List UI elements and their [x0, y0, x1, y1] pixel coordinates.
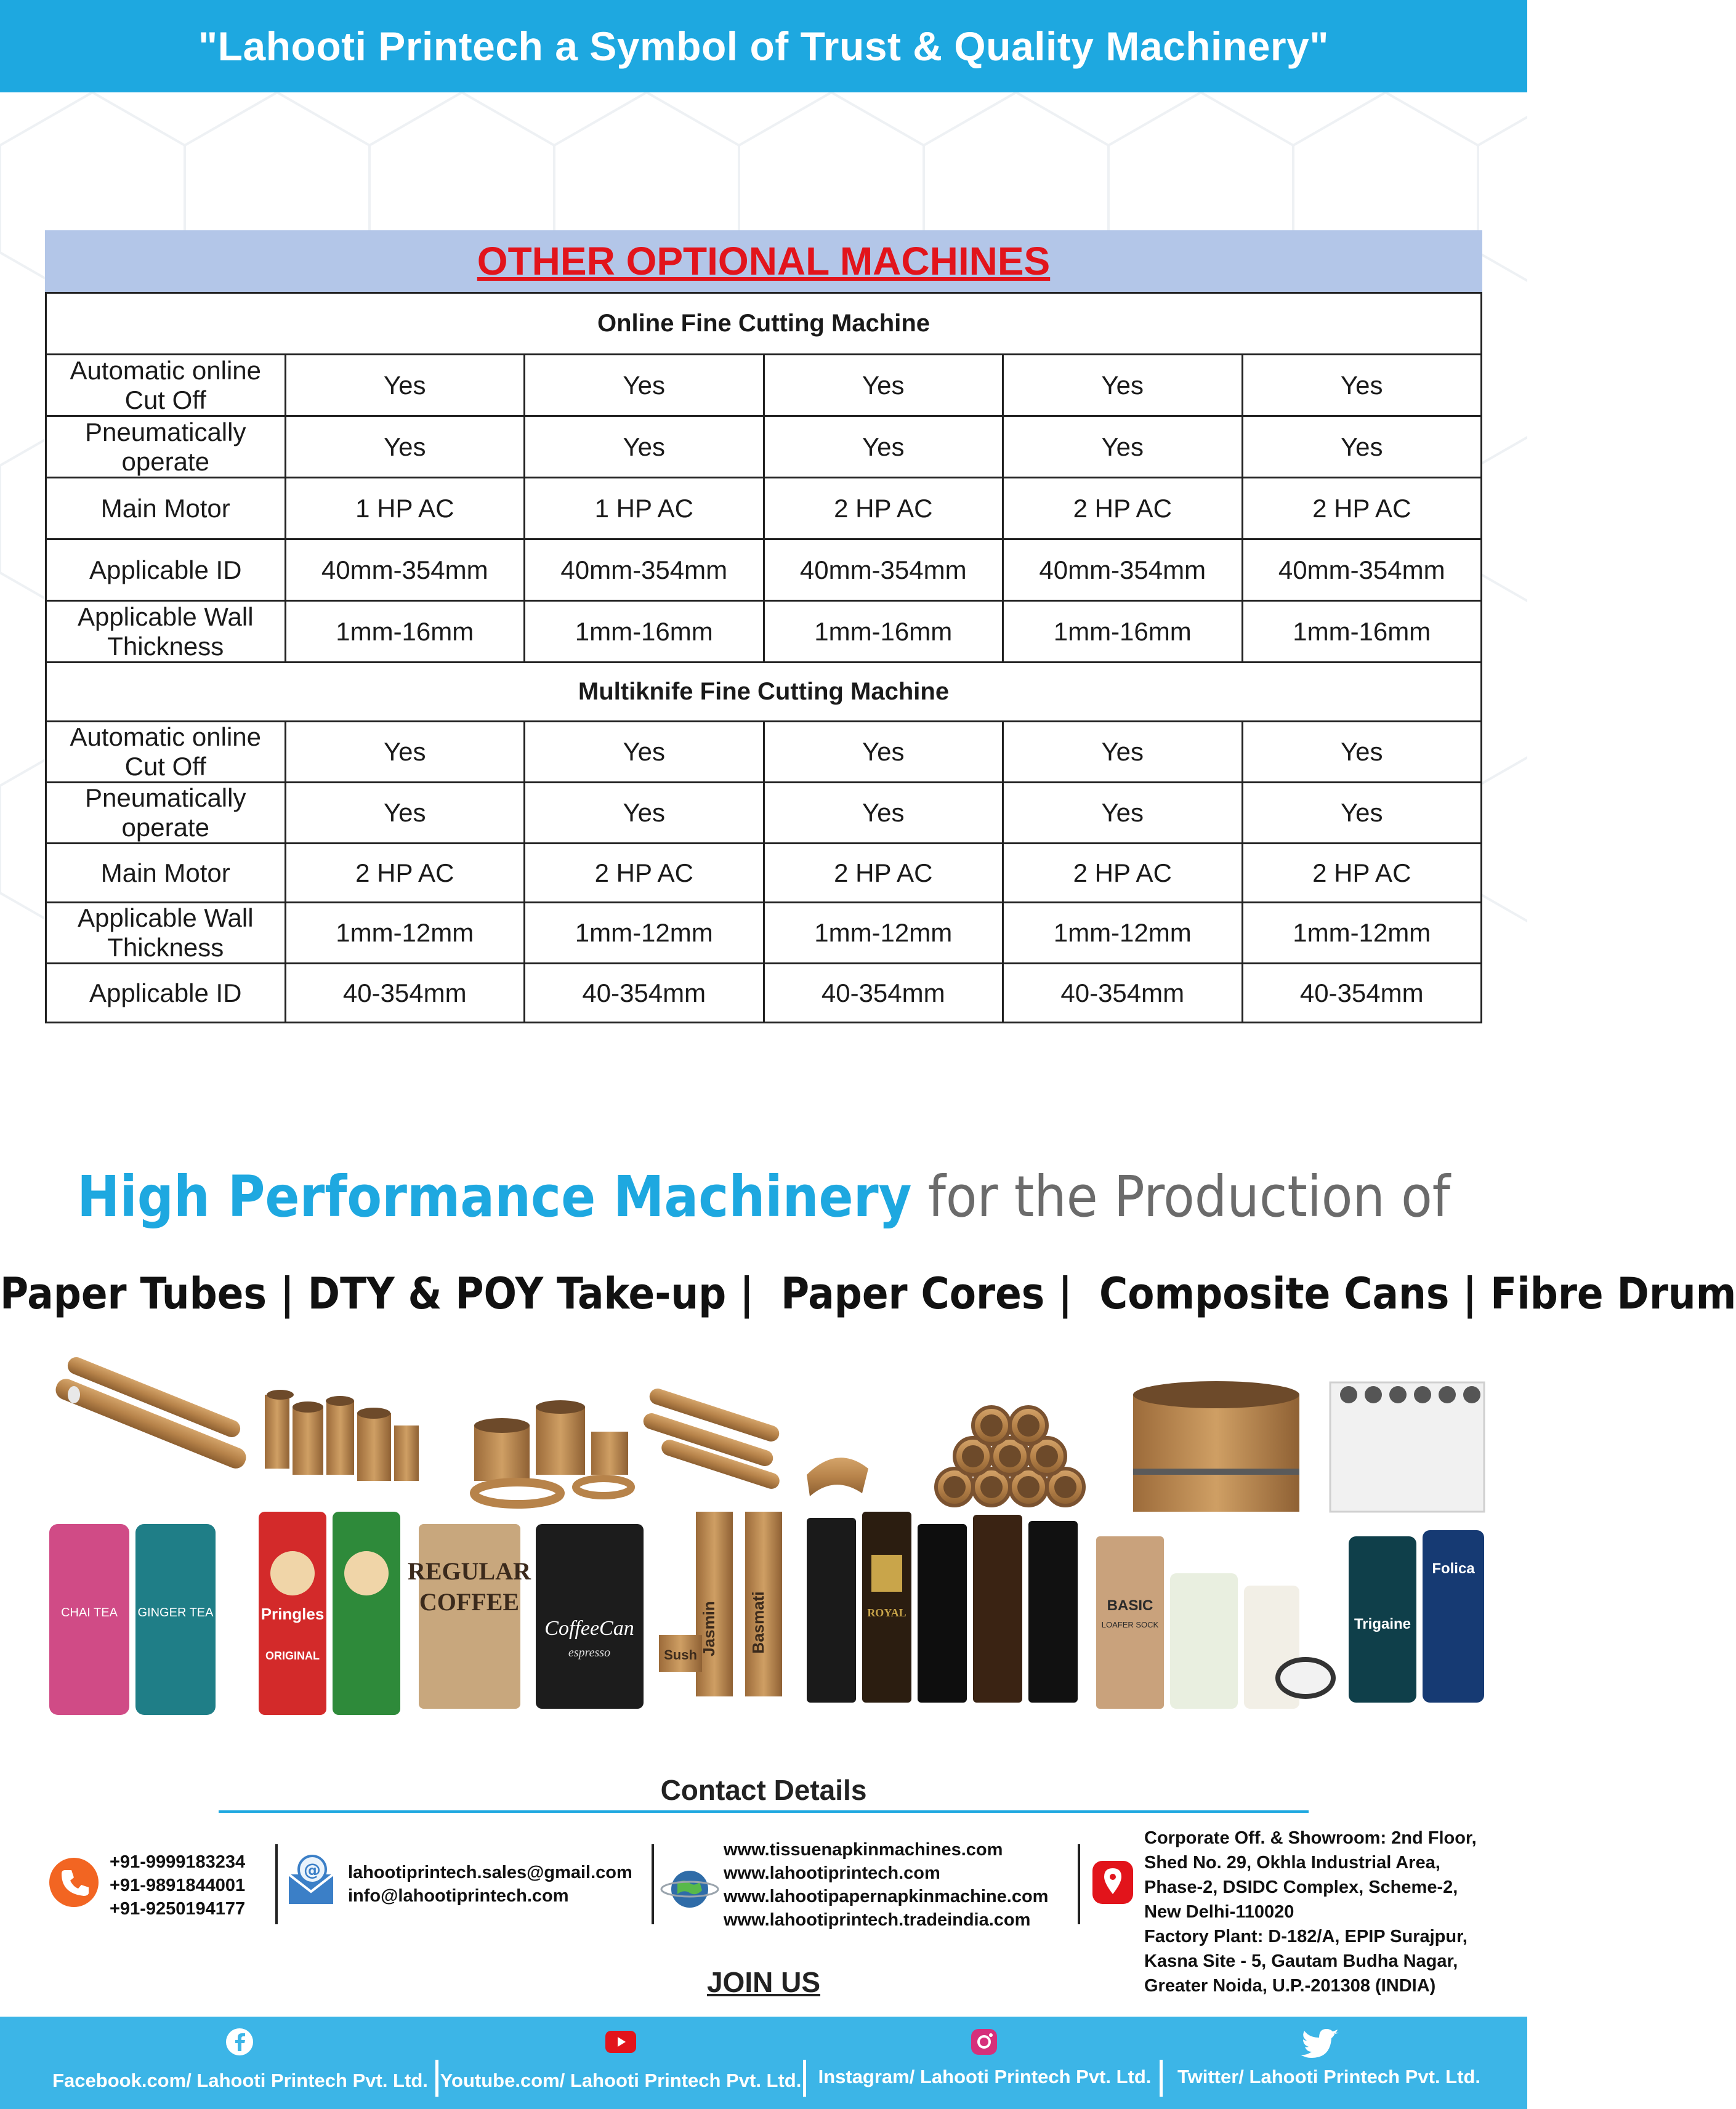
- liquor-cans-image: [807, 1512, 1078, 1703]
- sushi-label: Sush: [664, 1647, 697, 1663]
- header-tagline-bar: [0, 0, 1527, 92]
- table-cell: Yes: [764, 416, 1003, 478]
- table-cell: 40-354mm: [764, 964, 1003, 1023]
- section-title: Multiknife Fine Cutting Machine: [46, 663, 1482, 722]
- table-cell: Yes: [764, 722, 1003, 783]
- table-cell: Yes: [285, 416, 525, 478]
- row-label: Applicable Wall Thickness: [46, 903, 286, 964]
- table-cell: Yes: [525, 783, 764, 844]
- social-footer: [0, 2017, 1527, 2109]
- pringles-label: Pringles: [260, 1605, 325, 1623]
- website-link[interactable]: www.lahootiprintech.com: [724, 1863, 940, 1883]
- regular-label: REGULAR: [407, 1557, 531, 1585]
- espresso-label: espresso: [568, 1646, 611, 1659]
- table-cell: 40-354mm: [1003, 964, 1243, 1023]
- paper-cores-image: [265, 1390, 419, 1481]
- table-cell: Yes: [1242, 783, 1482, 844]
- optional-machines-table: [45, 230, 1482, 1023]
- row-label: Main Motor: [46, 844, 286, 903]
- table-cell: 1mm-12mm: [1003, 903, 1243, 964]
- phone-number[interactable]: +91-9999183234: [110, 1852, 246, 1872]
- table-row: [46, 416, 1482, 478]
- table-row: [46, 783, 1482, 844]
- ginger-tea-label: GINGER TEA: [137, 1606, 214, 1619]
- jasmin-label: Jasmin: [700, 1601, 718, 1656]
- globe-icon: [659, 1865, 721, 1914]
- twitter-text: Twitter/ Lahooti Printech Pvt. Ltd.: [1177, 2066, 1480, 2087]
- contact-title: Contact Details: [660, 1774, 867, 1806]
- bundled-tubes-image: [1133, 1381, 1299, 1512]
- chai-tea-label: CHAI TEA: [61, 1606, 118, 1619]
- email-icon: [285, 1853, 339, 1909]
- table-cell: 40mm-354mm: [1003, 539, 1243, 601]
- table-cell: 1mm-16mm: [285, 601, 525, 663]
- instagram-link[interactable]: [806, 2017, 1163, 2109]
- table-title: [45, 230, 1482, 292]
- rice-tubes-image: [659, 1512, 782, 1696]
- website-link[interactable]: www.tissuenapkinmachines.com: [724, 1840, 1003, 1860]
- youtube-icon: [605, 2030, 637, 2054]
- folica-label: Folica: [1432, 1560, 1475, 1577]
- table-cell: 2 HP AC: [525, 844, 764, 903]
- cosmetic-cans-image: [1096, 1536, 1333, 1709]
- address-line: Greater Noida, U.P.-201308 (INDIA): [1144, 1976, 1436, 1996]
- table-cell: Yes: [1242, 355, 1482, 416]
- youtube-link[interactable]: [438, 2017, 803, 2109]
- table-cell: Yes: [525, 722, 764, 783]
- table-row: [46, 722, 1482, 783]
- table-cell: 1mm-16mm: [764, 601, 1003, 663]
- table-cell: 2 HP AC: [1003, 478, 1243, 539]
- table-cell: 40mm-354mm: [285, 539, 525, 601]
- facebook-link[interactable]: [43, 2017, 437, 2109]
- email-address[interactable]: lahootiprintech.sales@gmail.com: [348, 1863, 632, 1882]
- phone-numbers: [110, 1850, 245, 1921]
- performance-headline: [0, 1164, 1527, 1230]
- section-header-row: [46, 293, 1482, 355]
- table-cell: Yes: [1003, 722, 1243, 783]
- table-cell: Yes: [1003, 783, 1243, 844]
- table-cell: 40mm-354mm: [1242, 539, 1482, 601]
- table-cell: 1mm-16mm: [525, 601, 764, 663]
- email-address[interactable]: info@lahootiprintech.com: [348, 1886, 569, 1906]
- basic-label: BASIC: [1107, 1597, 1153, 1614]
- instagram-text: Instagram/ Lahooti Printech Pvt. Ltd.: [818, 2066, 1152, 2087]
- basmati-label: Basmati: [749, 1591, 767, 1654]
- phone-number[interactable]: +91-9250194177: [110, 1899, 246, 1919]
- table-cell: Yes: [285, 783, 525, 844]
- table-cell: 40mm-354mm: [764, 539, 1003, 601]
- royal-label: ROYAL: [867, 1607, 906, 1619]
- paper-rings-image: [474, 1400, 631, 1504]
- email-addresses: [348, 1861, 632, 1908]
- long-tubes-image: [641, 1387, 781, 1491]
- website-links: [724, 1838, 1048, 1932]
- address-line: New Delhi-110020: [1144, 1902, 1294, 1922]
- table-cell: 40mm-354mm: [525, 539, 764, 601]
- row-label: Pneumatically operate: [46, 416, 286, 478]
- product-gallery: [49, 1370, 1484, 1715]
- contact-separator: [275, 1844, 278, 1924]
- table-title-text: OTHER OPTIONAL MACHINES: [477, 239, 1051, 283]
- twitter-icon: [1303, 2029, 1340, 2059]
- table-cell: 1 HP AC: [285, 478, 525, 539]
- white-cores-image: [1330, 1382, 1484, 1512]
- table-cell: Yes: [1003, 355, 1243, 416]
- row-label: Automatic online Cut Off: [46, 355, 286, 416]
- table-cell: Yes: [525, 416, 764, 478]
- phone-number[interactable]: +91-9891844001: [110, 1876, 246, 1895]
- table-cell: 2 HP AC: [1242, 844, 1482, 903]
- youtube-text: Youtube.com/ Lahooti Printech Pvt. Ltd.: [440, 2070, 802, 2091]
- stacked-cores-image: [807, 1407, 1084, 1506]
- row-label: Main Motor: [46, 478, 286, 539]
- regular-coffee-can-image: [408, 1524, 531, 1709]
- row-label: Pneumatically operate: [46, 783, 286, 844]
- website-link[interactable]: www.lahootiprintech.tradeindia.com: [724, 1910, 1031, 1930]
- pringles-cans-image: [259, 1512, 400, 1715]
- table-cell: 1mm-12mm: [525, 903, 764, 964]
- website-link[interactable]: www.lahootipapernapkinmachine.com: [724, 1887, 1049, 1906]
- table-cell: Yes: [285, 355, 525, 416]
- table-cell: 40-354mm: [1242, 964, 1482, 1023]
- table-cell: 40-354mm: [285, 964, 525, 1023]
- twitter-link[interactable]: [1163, 2017, 1495, 2109]
- instagram-icon: [970, 2028, 998, 2056]
- table-row: [46, 539, 1482, 601]
- table-row: [46, 601, 1482, 663]
- table-cell: 2 HP AC: [764, 844, 1003, 903]
- spec-table: [45, 292, 1482, 1023]
- products-line: Paper Tubes | DTY & POY Take-up | Paper Cores | Composite Cans | Fibre Drum: [0, 1268, 1736, 1319]
- header-tagline: "Lahooti Printech a Symbol of Trust & Quality Machinery": [198, 23, 1330, 69]
- row-label: Applicable ID: [46, 539, 286, 601]
- table-row: [46, 478, 1482, 539]
- table-cell: 1mm-12mm: [764, 903, 1003, 964]
- table-cell: Yes: [764, 355, 1003, 416]
- join-us-heading: JOIN US: [706, 1966, 821, 1998]
- phone-icon: [48, 1857, 100, 1908]
- table-row: [46, 355, 1482, 416]
- table-cell: Yes: [1242, 416, 1482, 478]
- loafer-sock-label: LOAFER SOCK: [1101, 1620, 1159, 1629]
- section-header-row: [46, 663, 1482, 722]
- location-pin-icon: [1091, 1860, 1134, 1909]
- facebook-text: Facebook.com/ Lahooti Printech Pvt. Ltd.: [52, 2070, 428, 2091]
- contact-separator: [652, 1844, 654, 1924]
- contact-separator: [1078, 1844, 1080, 1924]
- table-row: [46, 964, 1482, 1023]
- table-cell: 2 HP AC: [1242, 478, 1482, 539]
- table-cell: 40-354mm: [525, 964, 764, 1023]
- table-cell: 1mm-12mm: [285, 903, 525, 964]
- address-line: Kasna Site - 5, Gautam Budha Nagar,: [1144, 1951, 1458, 1971]
- address-line: Shed No. 29, Okhla Industrial Area,: [1144, 1853, 1440, 1873]
- table-row: [46, 903, 1482, 964]
- table-cell: 2 HP AC: [285, 844, 525, 903]
- coffee-can-image: [536, 1524, 644, 1709]
- table-cell: 2 HP AC: [1003, 844, 1243, 903]
- facebook-icon: [225, 2028, 254, 2056]
- table-cell: 1 HP AC: [525, 478, 764, 539]
- row-label: Applicable ID: [46, 964, 286, 1023]
- table-cell: Yes: [525, 355, 764, 416]
- coffee-label: COFFEE: [419, 1588, 520, 1616]
- headline-rest: for the Production of: [911, 1164, 1450, 1230]
- coffeecan-label: CoffeeCan: [544, 1617, 634, 1640]
- row-label: Automatic online Cut Off: [46, 722, 286, 783]
- address-line: Phase-2, DSIDC Complex, Scheme-2,: [1144, 1877, 1458, 1897]
- pharma-cans-image: [1349, 1530, 1484, 1703]
- table-cell: Yes: [764, 783, 1003, 844]
- table-cell: 1mm-16mm: [1003, 601, 1243, 663]
- headline-highlight: High Performance Machinery: [77, 1164, 912, 1230]
- contact-divider: [219, 1810, 1309, 1813]
- svg-text:@: @: [304, 1860, 321, 1880]
- row-label: Applicable Wall Thickness: [46, 601, 286, 663]
- table-cell: Yes: [1242, 722, 1482, 783]
- original-label: ORIGINAL: [265, 1650, 320, 1662]
- tea-cans-image: [49, 1524, 216, 1715]
- table-row: [46, 844, 1482, 903]
- table-cell: 1mm-16mm: [1242, 601, 1482, 663]
- address-line: Corporate Off. & Showroom: 2nd Floor,: [1144, 1828, 1477, 1848]
- trigaine-label: Trigaine: [1354, 1616, 1411, 1632]
- table-cell: Yes: [1003, 416, 1243, 478]
- table-cell: Yes: [285, 722, 525, 783]
- table-cell: 2 HP AC: [764, 478, 1003, 539]
- address-line: Factory Plant: D-182/A, EPIP Surajpur,: [1144, 1927, 1468, 1946]
- paper-tubes-image: [53, 1355, 249, 1472]
- section-title: Online Fine Cutting Machine: [46, 293, 1482, 355]
- table-cell: 1mm-12mm: [1242, 903, 1482, 964]
